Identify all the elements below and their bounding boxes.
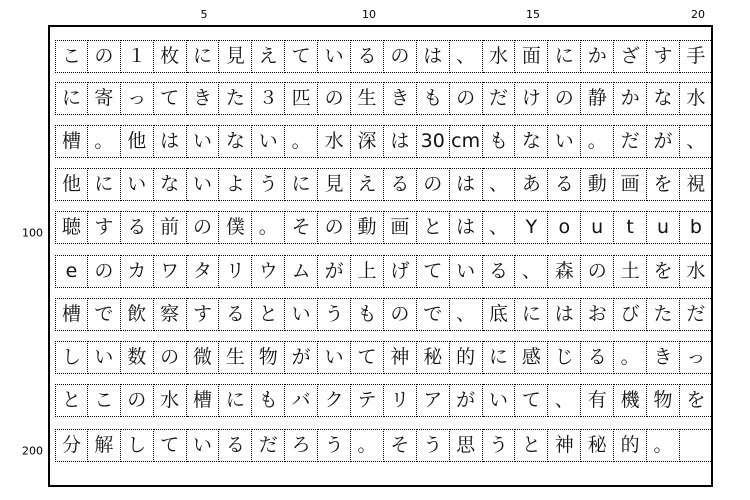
manuscript-cell: い	[450, 255, 483, 288]
manuscript-cell: に	[187, 40, 220, 73]
manuscript-cell: も	[483, 125, 516, 158]
manuscript-cell: も	[351, 298, 384, 331]
manuscript-cell: 、	[450, 40, 483, 73]
manuscript-cell: る	[384, 168, 417, 201]
manuscript-cell: う	[252, 168, 285, 201]
manuscript-cell: 水	[483, 40, 516, 73]
manuscript-cell: だ	[614, 125, 647, 158]
manuscript-cell: い	[88, 341, 121, 374]
manuscript-cell: １	[121, 40, 154, 73]
manuscript-cell: な	[647, 82, 680, 115]
manuscript-cell: と	[417, 211, 450, 244]
manuscript-cell: に	[55, 82, 88, 115]
manuscript-cell: 槽	[187, 384, 220, 417]
manuscript-cell: び	[614, 298, 647, 331]
manuscript-cell: 。	[647, 429, 680, 462]
column-marker-20: 20	[691, 8, 705, 21]
manuscript-cell: 分	[55, 429, 88, 462]
manuscript-cell: 水	[318, 125, 351, 158]
manuscript-cell: e	[55, 255, 88, 288]
manuscript-cell: 静	[581, 82, 614, 115]
manuscript-cell: ク	[318, 384, 351, 417]
manuscript-cell: う	[318, 429, 351, 462]
manuscript-cell: 、	[483, 168, 516, 201]
manuscript-cell: も	[417, 82, 450, 115]
manuscript-cell: の	[187, 211, 220, 244]
manuscript-cell: 解	[88, 429, 121, 462]
manuscript-cell: え	[351, 168, 384, 201]
manuscript-cell: 、	[548, 384, 581, 417]
manuscript-cell: 思	[450, 429, 483, 462]
manuscript-cell: い	[318, 40, 351, 73]
manuscript-cell: 。	[581, 125, 614, 158]
manuscript-cell: を	[680, 384, 713, 417]
manuscript-cell: の	[318, 211, 351, 244]
manuscript-cell: u	[581, 211, 614, 244]
manuscript-cell: る	[351, 40, 384, 73]
manuscript-cell: 微	[187, 341, 220, 374]
manuscript-cell: ム	[285, 255, 318, 288]
manuscript-cell: ３	[252, 82, 285, 115]
manuscript-cell: き	[187, 82, 220, 115]
manuscript-cell: 。	[88, 125, 121, 158]
manuscript-cell: と	[515, 429, 548, 462]
manuscript-cell: す	[88, 211, 121, 244]
manuscript-cell: そ	[285, 211, 318, 244]
manuscript-cell: に	[219, 384, 252, 417]
manuscript-cell: 動	[581, 168, 614, 201]
manuscript-cell: は	[154, 125, 187, 158]
manuscript-cell: で	[417, 298, 450, 331]
manuscript-cell: い	[483, 384, 516, 417]
manuscript-cell: 神	[548, 429, 581, 462]
manuscript-cell: じ	[548, 341, 581, 374]
manuscript-cell: 生	[219, 341, 252, 374]
manuscript-cell: カ	[121, 255, 154, 288]
manuscript-cell: 神	[384, 341, 417, 374]
manuscript-cell: タ	[187, 255, 220, 288]
manuscript-row	[55, 168, 713, 201]
manuscript-cell: ア	[417, 384, 450, 417]
manuscript-cell: い	[548, 125, 581, 158]
manuscript-cell: Y	[515, 211, 548, 244]
manuscript-cell: 僕	[219, 211, 252, 244]
manuscript-cell: て	[515, 384, 548, 417]
manuscript-cell: い	[121, 168, 154, 201]
manuscript-cell: 30	[417, 125, 450, 158]
manuscript-cell: っ	[121, 82, 154, 115]
manuscript-cell: げ	[384, 255, 417, 288]
manuscript-cell: 機	[614, 384, 647, 417]
manuscript-cell: に	[515, 298, 548, 331]
manuscript-cell: が	[647, 125, 680, 158]
manuscript-cell: こ	[55, 40, 88, 73]
manuscript-cell: い	[318, 341, 351, 374]
manuscript-cell: t	[614, 211, 647, 244]
manuscript-cell: て	[351, 341, 384, 374]
manuscript-cell: の	[384, 298, 417, 331]
manuscript-cell: 的	[450, 341, 483, 374]
manuscript-cell: あ	[515, 168, 548, 201]
manuscript-cell: 物	[647, 384, 680, 417]
manuscript-cell: っ	[680, 341, 713, 374]
manuscript-cell: ワ	[154, 255, 187, 288]
manuscript-cell: に	[285, 168, 318, 201]
row-marker-100: 100	[22, 226, 43, 240]
manuscript-cell: 飲	[121, 298, 154, 331]
manuscript-cell: な	[154, 168, 187, 201]
manuscript-cell: は	[548, 298, 581, 331]
manuscript-cell: し	[121, 429, 154, 462]
manuscript-cell: て	[154, 429, 187, 462]
manuscript-cell: 枚	[154, 40, 187, 73]
manuscript-cell: 秘	[581, 429, 614, 462]
manuscript-cell: う	[318, 298, 351, 331]
manuscript-cell: は	[384, 125, 417, 158]
manuscript-cell: 的	[614, 429, 647, 462]
manuscript-cell: 見	[219, 40, 252, 73]
manuscript-cell: 感	[515, 341, 548, 374]
manuscript-cell: 他	[121, 125, 154, 158]
manuscript-cell: 他	[55, 168, 88, 201]
manuscript-cell: の	[88, 255, 121, 288]
manuscript-cell: 槽	[55, 125, 88, 158]
manuscript-row	[55, 341, 713, 374]
manuscript-cell: 。	[252, 211, 285, 244]
manuscript-cell: る	[219, 429, 252, 462]
manuscript-cell: o	[548, 211, 581, 244]
manuscript-cell: た	[219, 82, 252, 115]
manuscript-cell: い	[187, 125, 220, 158]
manuscript-cell	[680, 429, 713, 462]
manuscript-cell: は	[450, 168, 483, 201]
manuscript-cell: よ	[219, 168, 252, 201]
manuscript-cell: に	[548, 40, 581, 73]
manuscript-row	[55, 384, 713, 417]
manuscript-cell: 匹	[285, 82, 318, 115]
manuscript-cell: b	[680, 211, 713, 244]
manuscript-cell: 、	[450, 298, 483, 331]
manuscript-row	[55, 40, 713, 73]
manuscript-cell: な	[219, 125, 252, 158]
manuscript-cell: 聴	[55, 211, 88, 244]
manuscript-cell: の	[450, 82, 483, 115]
manuscript-cell: 土	[614, 255, 647, 288]
manuscript-row	[55, 255, 713, 288]
manuscript-cell: の	[121, 384, 154, 417]
manuscript-cell: で	[88, 298, 121, 331]
column-marker-5: 5	[200, 8, 208, 21]
manuscript-cell: う	[417, 429, 450, 462]
manuscript-cell: こ	[88, 384, 121, 417]
manuscript-cell: 。	[285, 125, 318, 158]
manuscript-cell: を	[647, 168, 680, 201]
manuscript-cell: た	[647, 298, 680, 331]
manuscript-cell: て	[154, 82, 187, 115]
manuscript-row	[55, 429, 713, 462]
manuscript-row	[55, 298, 713, 331]
manuscript-cell: 水	[680, 255, 713, 288]
row-marker-200: 200	[22, 444, 43, 458]
manuscript-cell: リ	[219, 255, 252, 288]
manuscript-cell: 槽	[55, 298, 88, 331]
manuscript-cell: 秘	[417, 341, 450, 374]
manuscript-cell: と	[252, 298, 285, 331]
manuscript-cell: し	[55, 341, 88, 374]
manuscript-cell: 視	[680, 168, 713, 201]
manuscript-cell: 面	[515, 40, 548, 73]
manuscript-cell: 物	[252, 341, 285, 374]
manuscript-cell: 、	[483, 211, 516, 244]
manuscript-cell: だ	[483, 82, 516, 115]
manuscript-cell: る	[483, 255, 516, 288]
manuscript-cell: 手	[680, 40, 713, 73]
manuscript-cell: い	[187, 168, 220, 201]
manuscript-cell: は	[417, 40, 450, 73]
manuscript-cell: ウ	[252, 255, 285, 288]
manuscript-cell: の	[384, 40, 417, 73]
manuscript-cell: 、	[680, 125, 713, 158]
manuscript-cell: す	[187, 298, 220, 331]
manuscript-cell: そ	[384, 429, 417, 462]
manuscript-cell: ざ	[614, 40, 647, 73]
manuscript-cell: 深	[351, 125, 384, 158]
manuscript-cell: き	[647, 341, 680, 374]
manuscript-cell: 。	[351, 429, 384, 462]
column-marker-15: 15	[526, 8, 540, 21]
manuscript-cell: 水	[680, 82, 713, 115]
manuscript-cell: cm	[450, 125, 483, 158]
manuscript-cell: る	[581, 341, 614, 374]
manuscript-cell: い	[187, 429, 220, 462]
manuscript-cell: 動	[351, 211, 384, 244]
manuscript-cell: の	[318, 82, 351, 115]
manuscript-cell: 察	[154, 298, 187, 331]
manuscript-cell: と	[55, 384, 88, 417]
manuscript-cell: ろ	[285, 429, 318, 462]
manuscript-cell: u	[647, 211, 680, 244]
manuscript-cell: が	[318, 255, 351, 288]
column-marker-10: 10	[362, 8, 376, 21]
manuscript-cell: 生	[351, 82, 384, 115]
manuscript-cell: 画	[614, 168, 647, 201]
manuscript-cell: け	[515, 82, 548, 115]
manuscript-cell: い	[252, 125, 285, 158]
manuscript-cell: が	[450, 384, 483, 417]
manuscript-cell: を	[647, 255, 680, 288]
manuscript-cell: る	[219, 298, 252, 331]
manuscript-cell: 水	[154, 384, 187, 417]
manuscript-row	[55, 211, 713, 244]
manuscript-cell: る	[121, 211, 154, 244]
manuscript-cell: の	[154, 341, 187, 374]
manuscript-cell: リ	[384, 384, 417, 417]
manuscript-cell: か	[581, 40, 614, 73]
manuscript-cell: に	[483, 341, 516, 374]
manuscript-cell: か	[614, 82, 647, 115]
manuscript-cell: に	[88, 168, 121, 201]
manuscript-cell: お	[581, 298, 614, 331]
manuscript-cell: だ	[680, 298, 713, 331]
manuscript-cell: だ	[252, 429, 285, 462]
manuscript-cell: バ	[285, 384, 318, 417]
manuscript-cell: る	[548, 168, 581, 201]
manuscript-cell: 、	[515, 255, 548, 288]
manuscript-cell: の	[548, 82, 581, 115]
manuscript-cell: が	[285, 341, 318, 374]
manuscript-cell: の	[581, 255, 614, 288]
manuscript-cell: 前	[154, 211, 187, 244]
manuscript-cell: て	[285, 40, 318, 73]
manuscript-cell: い	[285, 298, 318, 331]
manuscript-row	[55, 125, 713, 158]
manuscript-cell: 数	[121, 341, 154, 374]
manuscript-cell: 。	[614, 341, 647, 374]
manuscript-row	[55, 82, 713, 115]
manuscript-cell: 有	[581, 384, 614, 417]
manuscript-cell: の	[417, 168, 450, 201]
manuscript-cell: う	[483, 429, 516, 462]
manuscript-cell: 底	[483, 298, 516, 331]
manuscript-cell: す	[647, 40, 680, 73]
manuscript-cell: え	[252, 40, 285, 73]
manuscript-cell: 見	[318, 168, 351, 201]
manuscript-cell: き	[384, 82, 417, 115]
manuscript-cell: 上	[351, 255, 384, 288]
manuscript-cell: な	[515, 125, 548, 158]
manuscript-cell: の	[88, 40, 121, 73]
manuscript-cell: テ	[351, 384, 384, 417]
manuscript-cell: は	[450, 211, 483, 244]
manuscript-cell: も	[252, 384, 285, 417]
manuscript-cell: 森	[548, 255, 581, 288]
manuscript-cell: 画	[384, 211, 417, 244]
manuscript-cell: 寄	[88, 82, 121, 115]
manuscript-cell: て	[417, 255, 450, 288]
